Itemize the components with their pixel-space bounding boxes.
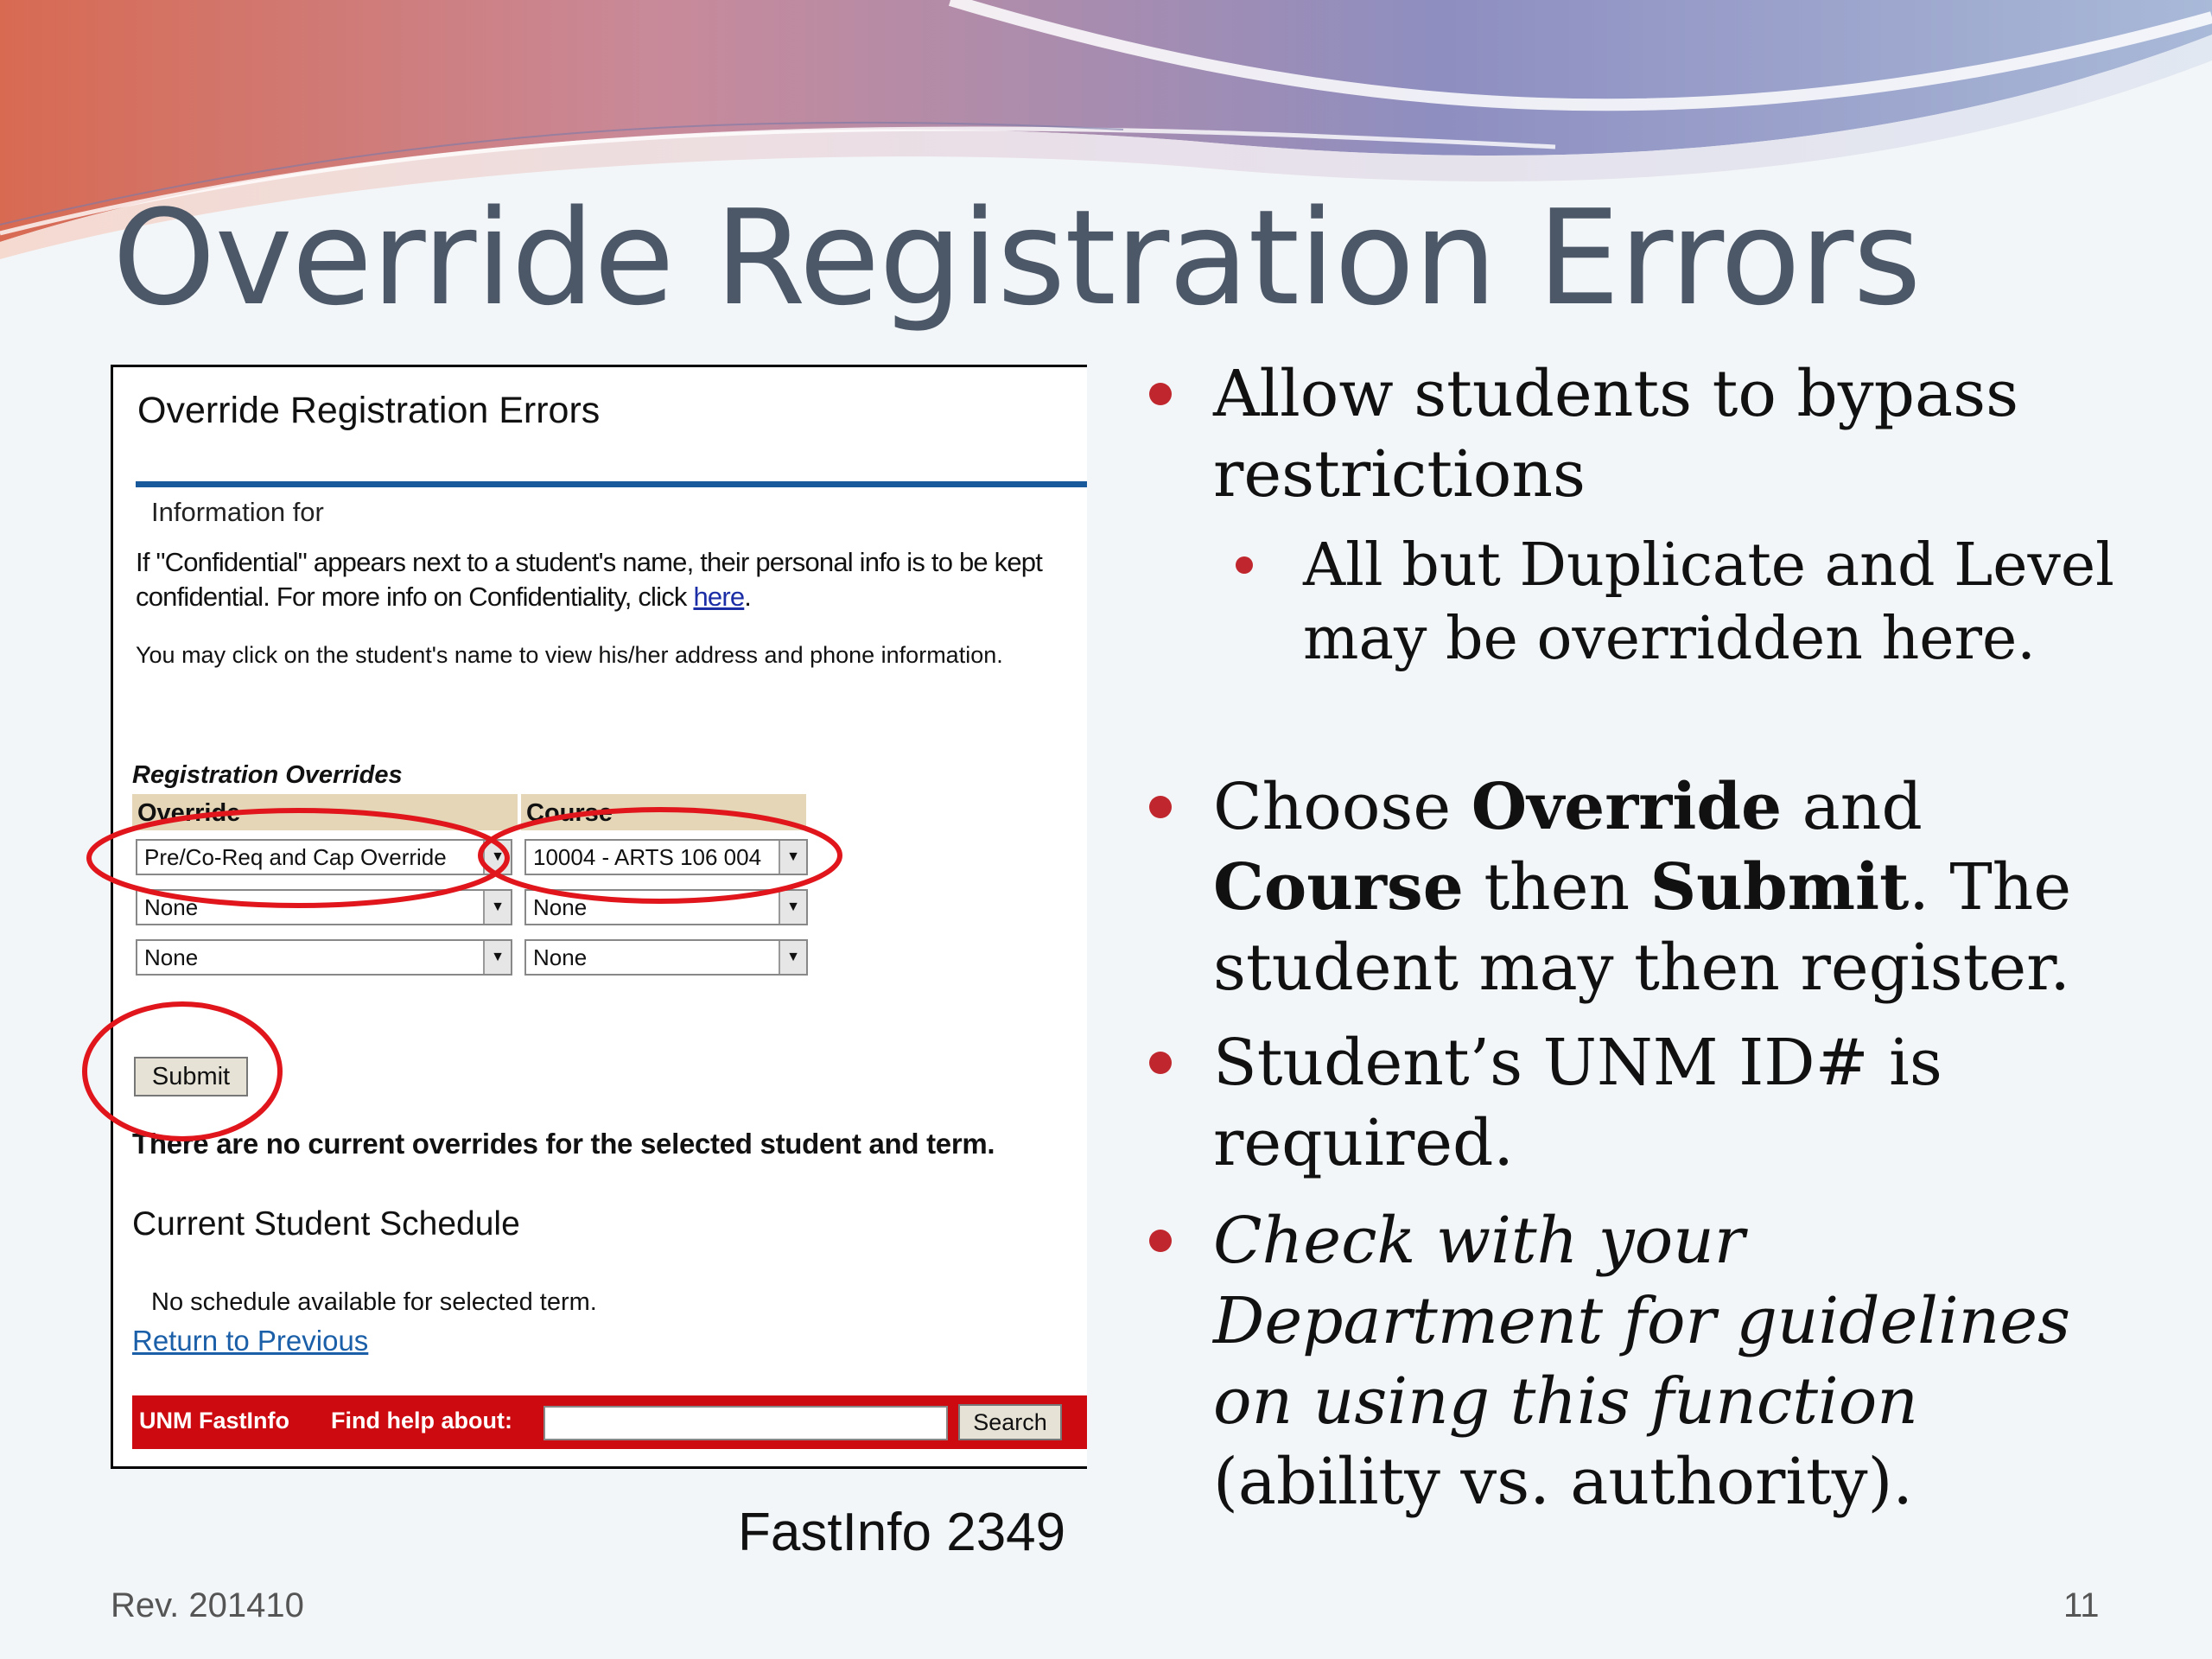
b4-rest: (ability vs. authority). xyxy=(1213,1445,1913,1519)
chevron-down-icon: ▼ xyxy=(779,941,806,974)
b4-italic: Check with your Department for guidelines on using this function xyxy=(1213,1204,2071,1439)
fastinfo-footer-bar xyxy=(132,1395,1087,1449)
bullet-4-text xyxy=(1213,1201,2143,1522)
chevron-down-icon: ▼ xyxy=(483,941,511,974)
course-select-1[interactable] xyxy=(524,839,808,875)
override-select-1-value: Pre/Co-Req and Cap Override xyxy=(144,844,447,870)
revision-label: Rev. 201410 xyxy=(111,1586,304,1624)
chevron-down-icon: ▼ xyxy=(483,891,511,924)
no-overrides-message: There are no current overrides for the selected student and term. xyxy=(132,1128,995,1160)
return-to-previous-link[interactable]: Return to Previous xyxy=(132,1325,369,1357)
override-select-1[interactable] xyxy=(136,839,512,875)
no-schedule-message: No schedule available for selected term. xyxy=(151,1288,597,1316)
bullet-dot xyxy=(1149,1052,1172,1074)
b2-override: Override xyxy=(1471,770,1783,844)
fastinfo-screenshot xyxy=(111,365,1087,1469)
bullet-1-sub xyxy=(1236,529,2143,676)
bullet-2 xyxy=(1149,767,2143,1008)
confidential-here-link[interactable]: here xyxy=(693,582,745,612)
bullet-dot xyxy=(1149,796,1172,818)
chevron-down-icon: ▼ xyxy=(483,841,511,874)
course-select-3[interactable] xyxy=(524,939,808,976)
course-select-2-value: None xyxy=(533,894,588,920)
click-name-hint: You may click on the student's name to view his/her address and phone information. xyxy=(136,642,1003,668)
bullet-3 xyxy=(1149,1023,2143,1184)
override-select-3[interactable] xyxy=(136,939,512,976)
bullet-1-sub-text: All but Duplicate and Level may be overridden here. xyxy=(1303,531,2114,673)
current-schedule-heading: Current Student Schedule xyxy=(132,1205,520,1243)
chevron-down-icon: ▼ xyxy=(779,841,806,874)
help-search-button[interactable]: Search xyxy=(958,1404,1062,1440)
override-select-2[interactable] xyxy=(136,889,512,925)
bullet-3-text: Student’s UNM ID# is required. xyxy=(1213,1026,1942,1180)
page-title: Override Registration Errors xyxy=(137,390,601,431)
slide-title: Override Registration Errors xyxy=(112,181,1921,334)
bullet-dot xyxy=(1149,383,1172,405)
override-select-2-value: None xyxy=(144,894,199,920)
confidential-end: . xyxy=(744,582,752,612)
confidential-notice xyxy=(136,545,1069,614)
submit-button[interactable]: Submit xyxy=(134,1057,248,1096)
info-for-label: Information for xyxy=(151,497,324,527)
confidential-text: If "Confidential" appears next to a student's name, their personal info is to be kept confidential. For more info on Confidentiality, click xyxy=(136,547,1043,612)
b2-then: then xyxy=(1463,850,1650,925)
bullet-1 xyxy=(1149,354,2143,515)
help-search-input[interactable] xyxy=(543,1406,948,1440)
override-column-header: Override xyxy=(132,794,518,830)
title-divider xyxy=(136,481,1087,487)
find-help-label: Find help about: xyxy=(331,1408,512,1433)
b2-and: and xyxy=(1782,770,1923,844)
bullet-4 xyxy=(1149,1201,2143,1522)
fastinfo-caption: FastInfo 2349 xyxy=(738,1503,1066,1562)
fastinfo-brand[interactable]: UNM FastInfo xyxy=(139,1408,289,1433)
registration-overrides-label: Registration Overrides xyxy=(132,761,403,789)
bullet-dot xyxy=(1236,556,1253,574)
b2-rest: . The student may then register. xyxy=(1213,850,2072,1005)
course-select-3-value: None xyxy=(533,944,588,970)
b2-course: Course xyxy=(1213,850,1464,925)
b2-submit: Submit xyxy=(1649,850,1910,925)
bullet-dot xyxy=(1149,1230,1172,1252)
course-select-1-value: 10004 - ARTS 106 004 xyxy=(533,844,762,870)
course-select-2[interactable] xyxy=(524,889,808,925)
b2-choose: Choose xyxy=(1213,770,1471,844)
bullet-1-text: Allow students to bypass restrictions xyxy=(1213,357,2019,512)
page-number: 11 xyxy=(2063,1586,2100,1624)
chevron-down-icon: ▼ xyxy=(779,891,806,924)
course-column-header: Course xyxy=(521,794,806,830)
override-select-3-value: None xyxy=(144,944,199,970)
bullet-2-text xyxy=(1213,767,2143,1008)
